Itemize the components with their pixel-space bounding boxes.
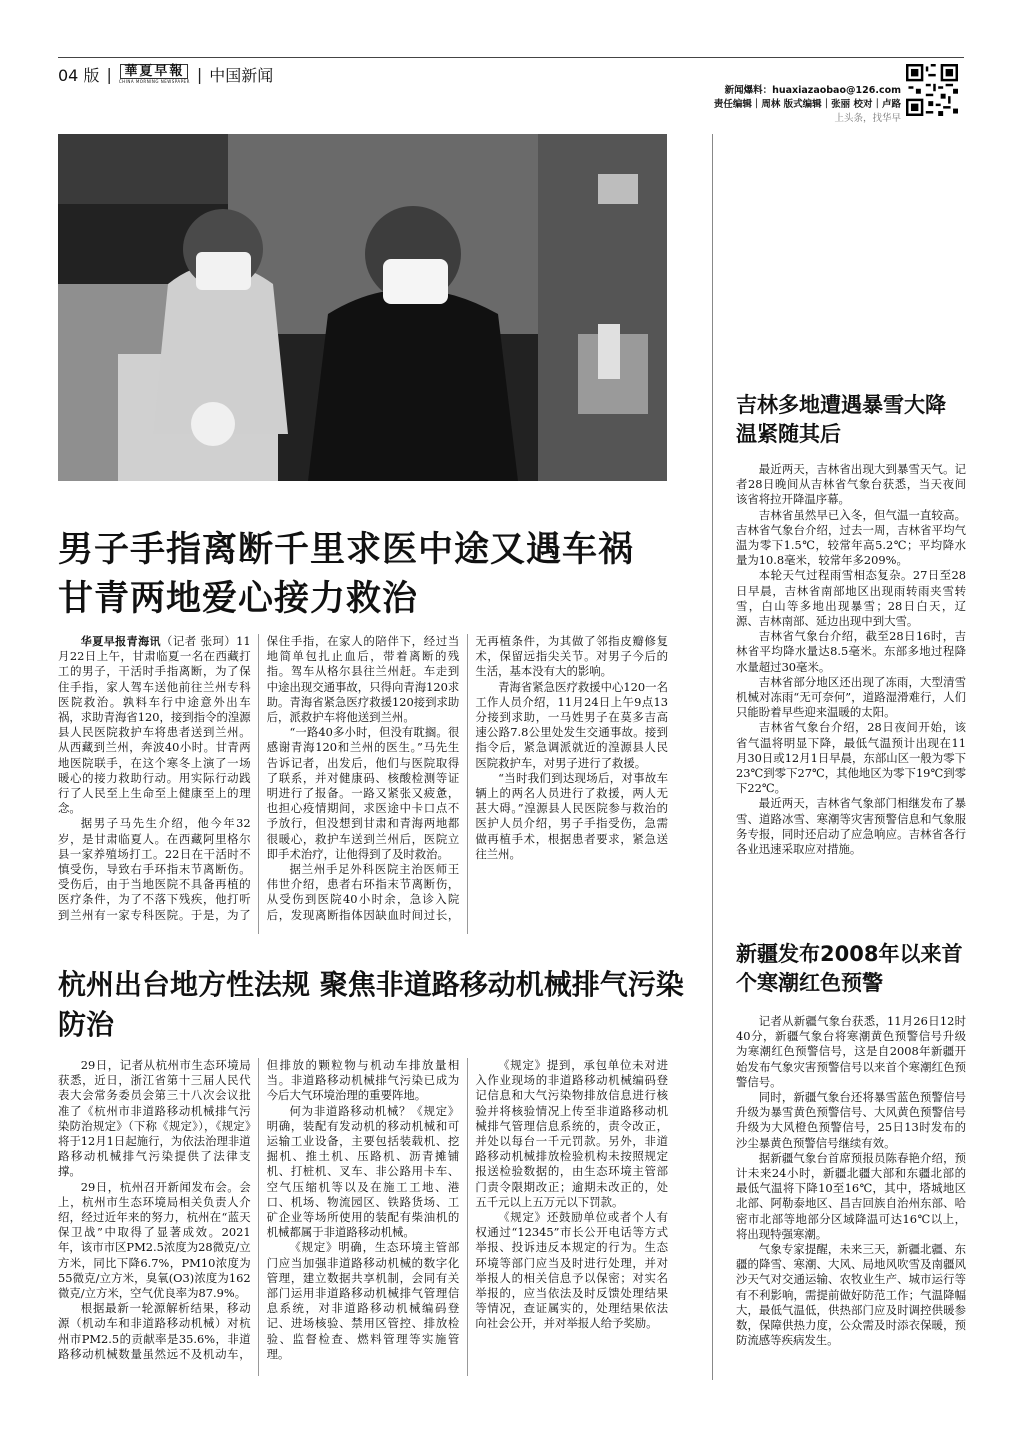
article3-body [736,462,966,922]
slogan: 上头条，找华早 [834,113,901,124]
masthead-logo [119,64,190,84]
masthead-name: 華夏早報 [120,64,188,79]
article2-paragraph: 《规定》明确，生态环境主管部门应当加强非道路移动机械的数字化管理，建立数据共享机制，会同有关部门运用非道路移动机械排气管理信息系统，对非道路移动机械编码登记、进场核验、禁用区管控、排放检验、监督检查、燃料管理等实施管理。 [266,1240,460,1361]
article2-paragraph: 29日，杭州召开新闻发布会。会上，杭州市生态环境局相关负责人介绍，经过近年来的努力，杭州在“蓝天保卫战”中取得了显著成效。2021年，该市市区PM2.5浓度为28微克/立方米，同比下降6.7%，PM10浓度为55微克/立方米，臭氧(O3)浓度为162微克/立方米，空气优良率为87.9%。 [58,1179,251,1301]
article2-paragraph: 根据最新一轮源解析结果，移动源（机动车和非道路移动机械）对杭州市PM2.5的贡献率是35.6%，非道路移动机械数量虽然远不及机动车，但排放的颗粒物与机动车排放量相当。非道路移动机械排气污染已成为今后大气环境治理的重要阵地。 [58,1058,460,1361]
section-name: 中国新闻 [209,65,274,85]
hotline: 新闻爆料：huaxiazaobao@126.com [724,85,901,96]
article1-body [58,634,668,934]
column-divider [712,134,713,1380]
header-credits [714,84,901,126]
article2-paragraph: 《规定》还鼓励单位或者个人有权通过“12345”市长公开电话等方式举报、投诉违反本规定的行为。生态环境等部门应当及时进行处理，并对举报人的相关信息予以保密；对实名举报的，应当依法及时反馈处理结果等情况，查证属实的，处理结果依法向社会公开，并对举报人给予奖励。 [475,1210,668,1331]
page-header [58,62,273,86]
article4-body [736,1014,966,1384]
article1-paragraph: 据兰州手足外科医院主治医师王伟世介绍，患者右环指末节离断伤，从受伤到医院40小时余，急诊入院后，发现离断指体因缺血时间过长，无再植条件，为其做了邻指皮瓣修复术，保留远指尖关节。对男子今后的生活，基本没有大的影响。 [266,634,668,922]
hospital-photo [58,134,667,481]
article3-paragraph: 吉林省气象台介绍，截至28日16时，吉林省平均降水量达8.5毫米。东部多地过程降水量超过30毫米。 [736,629,966,674]
article1-paragraph: 青海省紧急医疗救援中心120一名工作人员介绍，11月24日上午9点13分接到求助，一马姓男子在莫多吉高速公路7.8公里处发生交通事故。接到指令后，紧急调派就近的湟源县人民医院救护车，对男子进行了救援。 [475,679,668,770]
article2-paragraph: 何为非道路移动机械？《规定》明确，装配有发动机的移动机械和可运输工业设备，主要包括装载机、挖掘机、推土机、压路机、沥青摊铺机、打桩机、叉车、非公路用卡车、空气压缩机等以及在施工工地、港口、机场、物流园区、铁路货场、工矿企业等场所使用的装配有柴油机的机械都属于非道路移动机械。 [266,1103,460,1240]
article4-paragraph: 记者从新疆气象台获悉，11月26日12时40分，新疆气象台将寒潮黄色预警信号升级为寒潮红色预警信号，这是自2008年新疆开始发布气象灾害预警信号以来首个寒潮红色预警信号。 [736,1014,966,1089]
editors-line: 责任编辑｜周林 版式编辑｜张丽 校对｜卢路 [713,99,901,110]
qr-code-icon [906,64,958,116]
page-number: 04 版 [58,65,100,85]
article3-paragraph: 吉林省虽然早已入冬，但气温一直较高。吉林省气象台介绍，过去一周，吉林省平均气温为零下1.5℃，较常年高5.2℃；平均降水量为10.8毫米，较常年多209%。 [736,507,966,568]
article3-paragraph: 最近两天，吉林省气象部门相继发布了暴雪、道路冰雪、寒潮等灾害预警信息和气象服务专报，同时还启动了应急响应。吉林省各行各业迅速采取应对措施。 [736,796,966,857]
article2-headline: 杭州出台地方性法规 聚焦非道路移动机械排气污染防治 [58,968,684,1041]
header-divider: | [196,64,203,84]
article3-paragraph: 本轮天气过程雨雪相态复杂。27日至28日早晨，吉林省南部地区出现雨转雨夹雪转雪，白山等多地出现暴雪；28日白天，辽源、吉林南部、延边出现中到大雪。 [736,568,966,629]
article1-paragraph: “一路40多小时，但没有耽搁。很感谢青海120和兰州的医生。”马先生告诉记者，出发后，他们与医院取得了联系，并对健康码、核酸检测等证明进行了报备。一路又紧张又疲惫，也担心疫情期间，求医途中卡口点不予放行，但没想到甘肃和青海两地都很暖心，救护车送到兰州后，医院立即手术治疗，让他得到了及时救治。 [266,725,460,861]
article1-byline: 华夏早报青海讯 [80,635,161,648]
article2-paragraph: 29日，记者从杭州市生态环境局获悉，近日，浙江省第十三届人民代表大会常务委员会第三十八次会议批准了《杭州市非道路移动机械排气污染防治规定》（下称《规定》），《规定》将于12月1日起施行，为依法治理非道路移动机械排气污染提供了法律支撑。 [58,1058,251,1179]
article4-paragraph: 据新疆气象台首席预报员陈春艳介绍，预计未来24小时，新疆北疆大部和东疆北部的最低气温将下降10至16℃，其中，塔城地区北部、阿勒泰地区、昌吉回族自治州东部、哈密市北部等地部分区域降温可达16℃以上，将出现特强寒潮。 [736,1150,966,1241]
article3-paragraph: 吉林省气象台介绍，28日夜间开始，该省气温将明显下降，最低气温预计出现在11月30日或12月1日早晨，东部山区一般为零下23℃到零下27℃，其他地区为零下19℃到零下22℃。 [736,720,966,796]
article4-paragraph: 气象专家提醒，未来三天，新疆北疆、东疆的降雪、寒潮、大风、局地风吹雪及南疆风沙天气对交通运输、农牧业生产、城市运行等有不利影响，需提前做好防范工作；气温降幅大，最低气温低，供热部门应及时调控供暖参数，保障供热力度，公众需及时添衣保暖，预防流感等疾病发生。 [736,1242,966,1348]
masthead-english: CHINA MORNING NEWSPAPER [118,79,190,84]
article1-headline: 男子手指离断千里求医中途又遇车祸 甘青两地爱心接力救治 [58,530,635,619]
article4-headline: 新疆发布2008年以来首个寒潮红色预警 [736,942,963,995]
article3-headline: 吉林多地遭遇暴雪大降温紧随其后 [736,393,946,446]
article4-paragraph: 同时，新疆气象台还将暴雪蓝色预警信号升级为暴雪黄色预警信号、大风黄色预警信号升级为大风橙色预警信号，25日13时发布的沙尘暴黄色预警信号继续有效。 [736,1090,966,1150]
article2-body [58,1058,668,1376]
header-rule [58,57,964,58]
article3-paragraph: 吉林省部分地区还出现了冻雨，大型清雪机械对冻雨“无可奈何”，道路湿滑难行，人们只能盼着早些迎来温暖的太阳。 [736,674,966,720]
article3-paragraph: 最近两天，吉林省出现大到暴雪天气。记者28日晚间从吉林省气象台获悉，当天夜间该省将拉开降温序幕。 [736,462,966,507]
header-divider: | [106,64,112,84]
article1-paragraph: “当时我们到达现场后，对事故车辆上的两名人员进行了救援，两人无甚大碍。”湟源县人民医院参与救治的医护人员介绍，男子手指受伤，急需做再植手术，根据患者要求，紧急送往兰州。 [475,770,668,861]
article1-lead: （记者 张珂）11月22日上午，甘肃临夏一名在西藏打工的男子，干活时手指离断，为了保住手指，家人驾车送他前往兰州专科医院救治。孰料车行中途意外出车祸，求助青海省120，接到指令的湟源县人民医院救护车将患者送到兰州。从西藏到兰州，奔波40小时。甘青两地医院联手，在这个寒冬上演了一场暖心的接力救助行动。用实际行动践行了人民至上生命至上健康至上的理念。 [58,634,251,816]
article1-paragraph: 据男子马先生介绍，他今年32岁，是甘肃临夏人。在西藏阿里格尔县一家养殖场打工。22日在干活时不慎受伤，导致右手环指末节离断伤。受伤后，由于当地医院不具备再植的医疗条件，为了不落下残疾，他打听到兰州有一家专科医院。于是，为了保住手指，在家人的陪伴下，经过当地简单包扎止血后，带着离断的残指。驾车从格尔县往兰州赶。车走到中途出现交通事故，只得向青海120求助。青海省紧急医疗救援120接到求助后，派救护车将他送到兰州。 [58,634,460,922]
article2-paragraph: 《规定》提到，承包单位未对进入作业现场的非道路移动机械编码登记信息和大气污染物排放信息进行核验并将核验情况上传至非道路移动机械排气管理信息系统的，责令改正，并处以每台一千元罚款。另外，非道路移动机械排放检验机构未按照规定报送检验数据的，由生态环境主管部门责令限期改正；逾期未改正的，处五千元以上五万元以下罚款。 [475,1058,668,1209]
